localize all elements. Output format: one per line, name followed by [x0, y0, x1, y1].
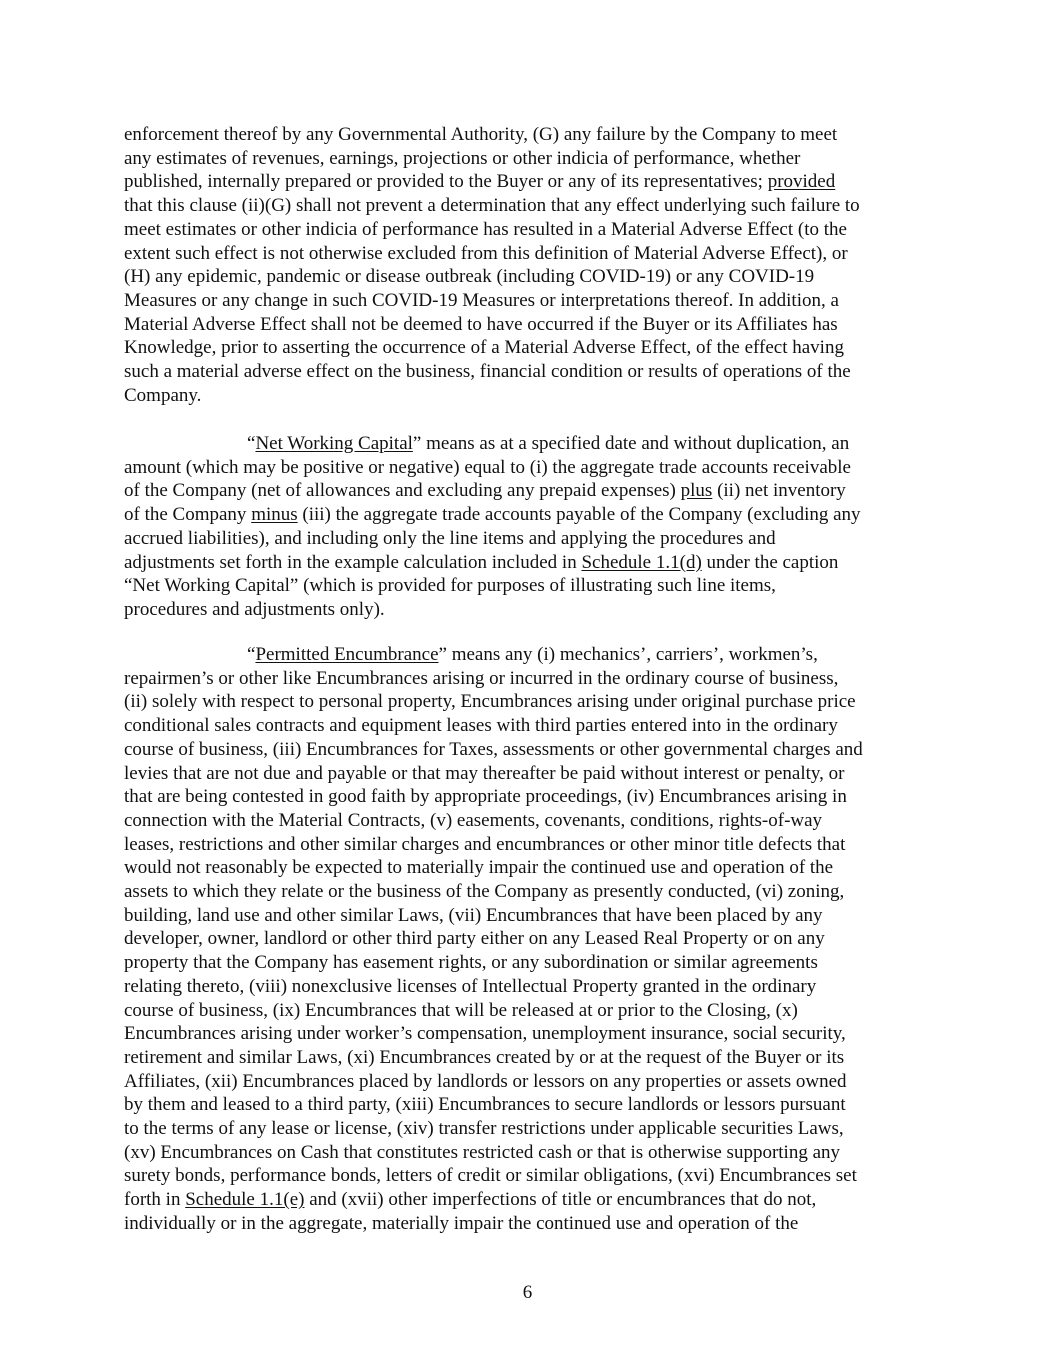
text-run: Affiliates, (xii) Encumbrances placed by landlords or lessors on any properties or assets owned [124, 1070, 847, 1092]
text-run: to the terms of any lease or license, (xiv) transfer restrictions under applicable securities Laws, [124, 1118, 844, 1140]
page-number: 6 [522, 1282, 533, 1303]
text-line [124, 384, 934, 408]
text-line [124, 880, 934, 904]
text-run: amount (which may be positive or negative) equal to (i) the aggregate trade accounts receivable [124, 456, 851, 478]
text-line [124, 667, 934, 691]
text-line [124, 336, 934, 360]
text-run: Measures or any change in such COVID-19 Measures or interpretations thereof. In addition, a [124, 289, 839, 311]
text-run: (xv) Encumbrances on Cash that constitutes restricted cash or that is otherwise supporting any [124, 1141, 841, 1163]
text-run: repairmen’s or other like Encumbrances arising or incurred in the ordinary course of business, [124, 667, 839, 689]
text-line [124, 360, 934, 384]
text-run: “ [247, 644, 256, 665]
text-run: any estimates of revenues, earnings, projections or other indicia of performance, whether [124, 147, 801, 169]
text-line [124, 289, 934, 313]
text-line [124, 432, 934, 456]
text-line [124, 1093, 934, 1117]
text-run: meet estimates or other indicia of performance has resulted in a Material Adverse Effect (to the [124, 218, 847, 240]
text-line [124, 265, 934, 289]
text-line [124, 598, 934, 622]
text-run: of the Company (net of allowances and excluding any prepaid expenses) [124, 480, 681, 502]
text-line [124, 690, 934, 714]
text-line [124, 503, 934, 527]
text-line [124, 1022, 934, 1046]
text-run: (ii) solely with respect to personal property, Encumbrances arising under original purchase price [124, 691, 856, 713]
text-run: of the Company [124, 504, 252, 526]
text-run: “ [247, 433, 256, 454]
text-line [124, 1046, 934, 1070]
text-run: published, internally prepared or provided to the Buyer or any of its representatives; [124, 171, 768, 193]
text-run: procedures and adjustments only). [124, 598, 385, 620]
text-run: building, land use and other similar Laws, (vii) Encumbrances that have been placed by any [124, 904, 823, 926]
underlined-term: plus [680, 480, 713, 502]
text-line [124, 147, 934, 171]
text-line [124, 1070, 934, 1094]
text-run: would not reasonably be expected to materially impair the continued use and operation of the [124, 857, 834, 879]
text-line [124, 714, 934, 738]
underlined-term: Schedule 1.1(d) [581, 551, 702, 573]
text-line [124, 313, 934, 337]
text-run: by them and leased to a third party, (xiii) Encumbrances to secure landlords or lessors pursuant [124, 1094, 846, 1116]
text-line [124, 856, 934, 880]
text-run: conditional sales contracts and equipment leases with third parties entered into in the ordinary [124, 715, 838, 737]
text-run: leases, restrictions and other similar charges and encumbrances or other minor title defects that [124, 833, 846, 855]
underlined-term: Permitted Encumbrance [255, 644, 439, 665]
text-run: course of business, (iii) Encumbrances for Taxes, assessments or other governmental charges and [124, 738, 863, 760]
text-line [124, 951, 934, 975]
text-run: surety bonds, performance bonds, letters of credit or similar obligations, (xvi) Encumbrances set [124, 1165, 857, 1187]
text-line [124, 762, 934, 786]
text-run: enforcement thereof by any Governmental Authority, (G) any failure by the Company to meet [124, 124, 838, 145]
underlined-term: Schedule 1.1(e) [185, 1189, 305, 1211]
text-line [124, 123, 934, 147]
text-line [124, 1188, 934, 1212]
paragraph-net-working-capital [124, 432, 934, 622]
text-line [124, 999, 934, 1023]
text-line [124, 785, 934, 809]
underlined-term: provided [767, 171, 836, 193]
text-run: that are being contested in good faith by appropriate proceedings, (iv) Encumbrances arising in [124, 786, 847, 808]
text-run: ” means any (i) mechanics’, carriers’, workmen’s, [438, 644, 818, 665]
text-line [124, 194, 934, 218]
text-run: forth in [124, 1189, 186, 1211]
underlined-term: minus [251, 504, 298, 526]
text-line [124, 643, 934, 667]
paragraph-permitted-encumbrance [124, 643, 934, 1236]
text-run: and (xvii) other imperfections of title or encumbrances that do not, [304, 1189, 817, 1211]
text-line [124, 738, 934, 762]
text-run: ” means as at a specified date and without duplication, an [412, 433, 850, 454]
text-run: Material Adverse Effect shall not be deemed to have occurred if the Buyer or its Affiliates has [124, 313, 838, 335]
text-line [124, 833, 934, 857]
text-line [124, 927, 934, 951]
text-run: (ii) net inventory [712, 480, 846, 502]
text-line [124, 904, 934, 928]
text-run: Company. [124, 384, 202, 406]
text-run: connection with the Material Contracts, (v) easements, covenants, conditions, rights-of-way [124, 809, 823, 831]
underlined-term: Net Working Capital [255, 433, 413, 454]
text-line [124, 574, 934, 598]
text-run: extent such effect is not otherwise excluded from this definition of Material Adverse Effect), or [124, 242, 848, 264]
text-run: assets to which they relate or the business of the Company as presently conducted, (vi) zoning, [124, 881, 845, 903]
text-run: individually or in the aggregate, materially impair the continued use and operation of the [124, 1212, 799, 1234]
text-line [124, 479, 934, 503]
text-line [124, 527, 934, 551]
text-line [124, 170, 934, 194]
text-run: (iii) the aggregate trade accounts payable of the Company (excluding any [297, 504, 861, 526]
text-line [124, 975, 934, 999]
text-run: levies that are not due and payable or that may thereafter be paid without interest or penalty, or [124, 762, 845, 784]
text-run: adjustments set forth in the example calculation included in [124, 551, 582, 573]
text-run: property that the Company has easement rights, or any subordination or similar agreements [124, 952, 818, 974]
text-run: Encumbrances arising under worker’s compensation, unemployment insurance, social security, [124, 1023, 846, 1045]
text-run: course of business, (ix) Encumbrances that will be released at or prior to the Closing, (x) [124, 999, 798, 1021]
text-run: (H) any epidemic, pandemic or disease outbreak (including COVID-19) or any COVID-19 [124, 266, 815, 288]
text-run: relating thereto, (viii) nonexclusive licenses of Intellectual Property granted in the ordinary [124, 975, 817, 997]
text-run: such a material adverse effect on the business, financial condition or results of operations of the [124, 361, 851, 383]
text-line [124, 1212, 934, 1236]
text-line [124, 242, 934, 266]
text-run: developer, owner, landlord or other third party either on any Leased Real Property or on any [124, 928, 825, 950]
text-run: retirement and similar Laws, (xi) Encumbrances created by or at the request of the Buyer or its [124, 1046, 845, 1068]
text-run: under the caption [701, 551, 839, 573]
text-line [124, 218, 934, 242]
paragraph-mae-continuation [124, 123, 934, 407]
text-run: that this clause (ii)(G) shall not prevent a determination that any effect underlying such failure to [124, 195, 860, 217]
text-run: Knowledge, prior to asserting the occurrence of a Material Adverse Effect, of the effect having [124, 337, 844, 359]
text-line [124, 1141, 934, 1165]
text-run: “Net Working Capital” (which is provided for purposes of illustrating such line items, [124, 575, 776, 597]
text-line [124, 1164, 934, 1188]
text-run: accrued liabilities), and including only the line items and applying the procedures and [124, 527, 776, 549]
text-line [124, 1117, 934, 1141]
text-line [124, 551, 934, 575]
text-line [124, 456, 934, 480]
text-line [124, 809, 934, 833]
